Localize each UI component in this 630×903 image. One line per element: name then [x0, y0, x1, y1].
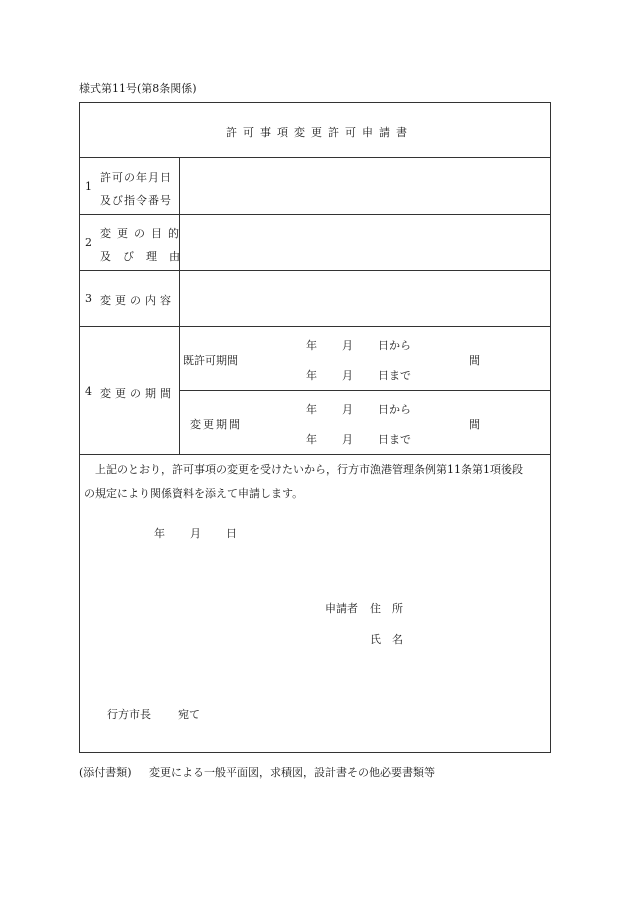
- row-label: 変更の内容: [100, 294, 175, 307]
- row-label: 許可の年月日: [100, 171, 172, 184]
- change-content-field[interactable]: [185, 276, 545, 320]
- row-label: 変更の期間: [100, 387, 175, 400]
- row-divider: [79, 454, 551, 455]
- from-day: 日から: [378, 339, 411, 352]
- row-number: 4: [85, 385, 92, 398]
- to-month: 月: [342, 369, 353, 382]
- from-year: 年: [306, 403, 317, 416]
- from-month: 月: [342, 339, 353, 352]
- to-day: 日まで: [378, 433, 411, 446]
- to-day: 日まで: [378, 369, 411, 382]
- applicant-label: 申請者: [325, 602, 358, 615]
- row-number: 1: [85, 180, 92, 193]
- changed-period-label: 変更期間: [190, 418, 242, 431]
- row-divider: [79, 157, 551, 158]
- row-number: 2: [85, 236, 92, 249]
- date-month: 月: [190, 527, 201, 540]
- statement-text: 上記のとおり，許可事項の変更を受けたいから，行方市漁港管理条例第11条第1項後段: [95, 463, 523, 476]
- form-number: 様式第11号(第8条関係): [79, 82, 197, 95]
- row-label: 変更の目的: [100, 227, 185, 240]
- statement-text: の規定により関係資料を添えて申請します。: [84, 487, 304, 500]
- address-label: 住 所: [370, 602, 403, 615]
- from-day: 日から: [378, 403, 411, 416]
- column-divider: [179, 157, 180, 454]
- change-purpose-reason-field[interactable]: [185, 220, 545, 264]
- permit-date-number-field[interactable]: [185, 165, 545, 209]
- date-day: 日: [226, 527, 237, 540]
- row-divider: [79, 326, 551, 327]
- row-label: 及び指令番号: [100, 194, 172, 207]
- to-month: 月: [342, 433, 353, 446]
- name-label: 氏 名: [370, 633, 403, 646]
- duration-label: 間: [469, 418, 480, 431]
- row-number: 3: [85, 292, 92, 305]
- form-title: 許可事項変更許可申請書: [226, 126, 413, 139]
- row-divider: [79, 270, 551, 271]
- duration-label: 間: [469, 354, 480, 367]
- addressee-suffix: 宛て: [178, 708, 200, 721]
- existing-period-label: 既許可期間: [183, 354, 238, 367]
- to-year: 年: [306, 433, 317, 446]
- attachments-text: 変更による一般平面図，求積図，設計書その他必要書類等: [149, 766, 435, 779]
- row-label: 及び理由: [100, 250, 192, 263]
- date-year: 年: [154, 527, 165, 540]
- from-year: 年: [306, 339, 317, 352]
- to-year: 年: [306, 369, 317, 382]
- row-divider: [79, 214, 551, 215]
- row-divider: [179, 390, 551, 391]
- from-month: 月: [342, 403, 353, 416]
- addressee-name: 行方市長: [107, 708, 151, 721]
- attachments-label: (添付書類): [79, 766, 132, 779]
